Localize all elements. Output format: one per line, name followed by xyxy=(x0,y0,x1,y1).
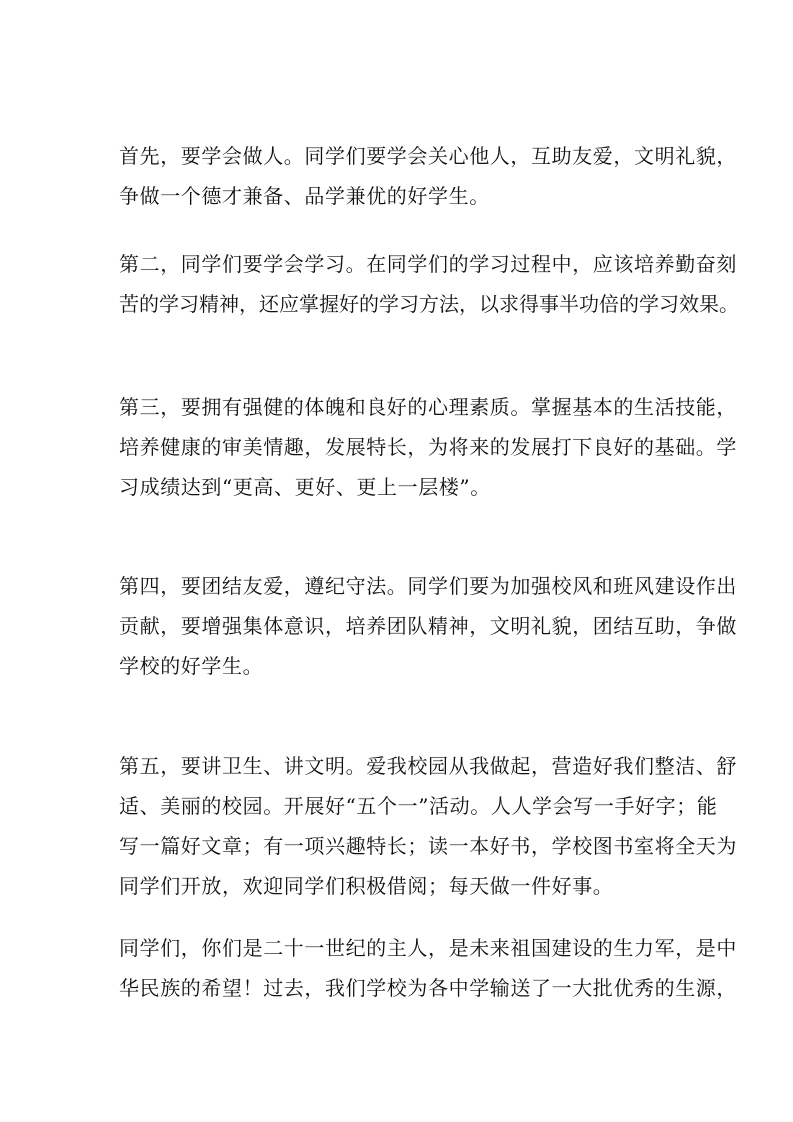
text-line: 培养健康的审美情趣，发展特长，为将来的发展打下良好的基础。学 xyxy=(119,435,737,459)
text-line: 首先，要学会做人。同学们要学会关心他人，互助友爱，文明礼貌， xyxy=(119,144,737,168)
paragraph-third-health-and-character xyxy=(119,387,737,507)
text-line: 第四，要团结友爱，遵纪守法。同学们要为加强校风和班风建设作出 xyxy=(119,574,737,598)
text-line: 第二，同学们要学会学习。在同学们的学习过程中，应该培养勤奋刻 xyxy=(119,252,737,276)
paragraph-closing-address xyxy=(119,928,737,1008)
text-line: 争做一个德才兼备、品学兼优的好学生。 xyxy=(119,184,490,208)
paragraph-fifth-hygiene-and-civility xyxy=(119,746,737,906)
text-line: 写一篇好文章；有一项兴趣特长；读一本好书，学校图书室将全天为 xyxy=(119,834,737,858)
text-line: 适、美丽的校园。开展好“五个一”活动。人人学会写一手好字；能 xyxy=(119,794,718,818)
paragraph-first-learn-to-behave xyxy=(119,136,737,216)
text-line: 同学们，你们是二十一世纪的主人，是未来祖国建设的生力军，是中 xyxy=(119,936,737,960)
paragraph-second-learn-to-study xyxy=(119,244,739,324)
paragraph-fourth-unity-and-discipline xyxy=(119,566,737,686)
text-line: 第五，要讲卫生、讲文明。爱我校园从我做起，营造好我们整洁、舒 xyxy=(119,754,737,778)
text-line: 苦的学习精神，还应掌握好的学习方法，以求得事半功倍的学习效果。 xyxy=(119,292,739,316)
text-line: 习成绩达到“更高、更好、更上一层楼”。 xyxy=(119,475,491,499)
text-line: 华民族的希望！过去，我们学校为各中学输送了一大批优秀的生源， xyxy=(119,976,737,1000)
text-line: 同学们开放，欢迎同学们积极借阅；每天做一件好事。 xyxy=(119,874,614,898)
text-line: 贡献，要增强集体意识，培养团队精神，文明礼貌，团结互助，争做 xyxy=(119,614,737,638)
text-line: 第三，要拥有强健的体魄和良好的心理素质。掌握基本的生活技能， xyxy=(119,395,737,419)
text-line: 学校的好学生。 xyxy=(119,654,264,678)
